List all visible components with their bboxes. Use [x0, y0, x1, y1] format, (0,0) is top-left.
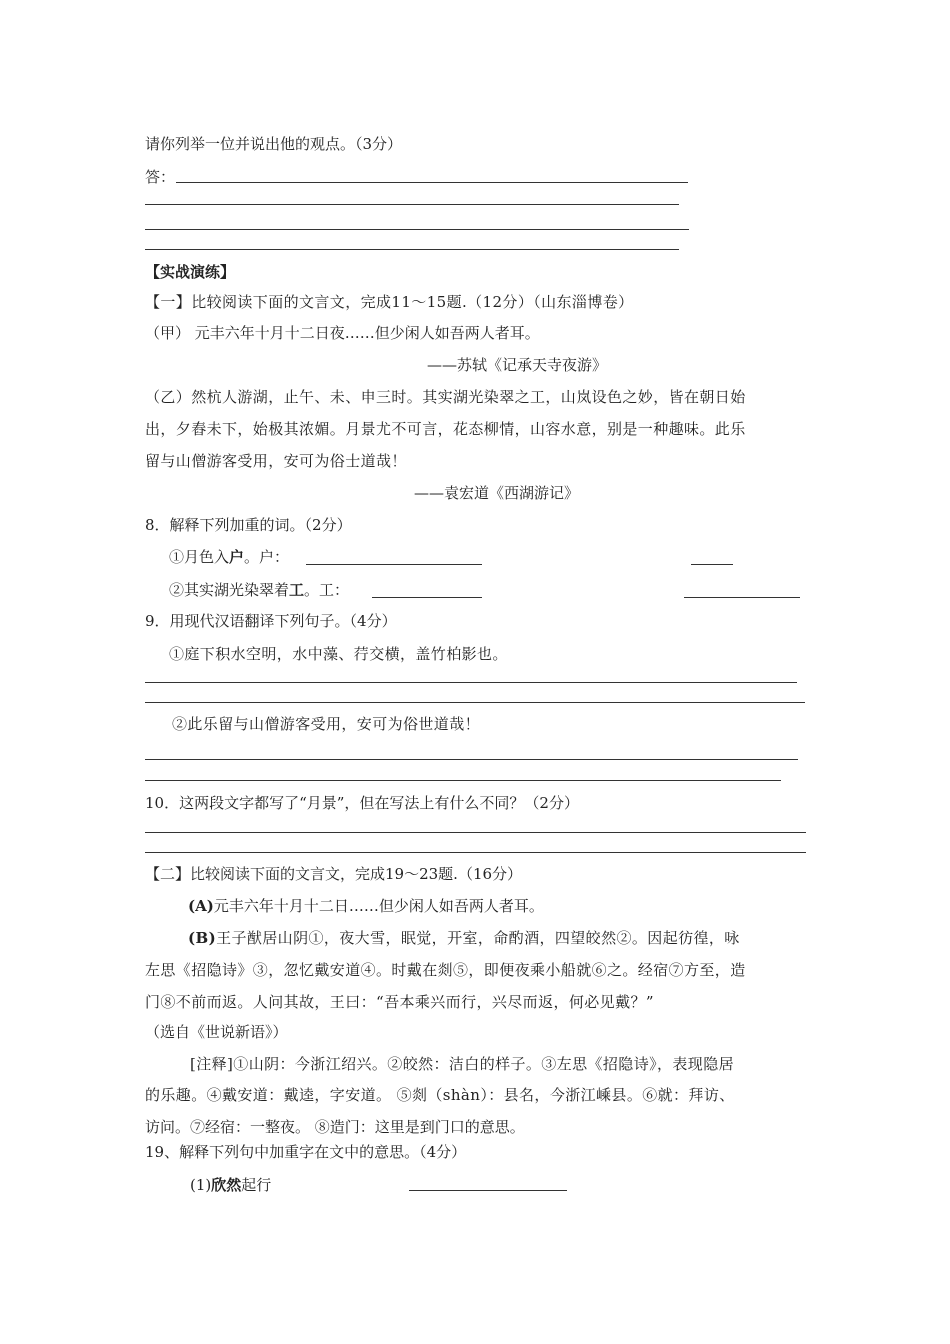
- passage-b-label: (B): [188, 929, 217, 947]
- passage-a-label: (A): [188, 897, 214, 915]
- question-8: 8．解释下列加重的词。（2分）: [145, 516, 352, 534]
- q8-1-emphasis: 户: [229, 548, 245, 566]
- passage-a-text: 元丰六年十月十二日……但少闲人如吾两人者耳。: [213, 897, 544, 915]
- q8-2-prefix: ②其实湖光染翠着: [169, 581, 290, 599]
- q8-1-prefix: ①月色入: [169, 548, 230, 566]
- q19-1-emphasis: 欣然: [211, 1176, 242, 1194]
- q9-2-answer-line-1[interactable]: [145, 759, 798, 760]
- intro-prompt: 请你列举一位并说出他的观点。（3分）: [145, 135, 403, 153]
- question-8-item-1: [169, 547, 289, 567]
- question-9: 9．用现代汉语翻译下列句子。（4分）: [145, 612, 397, 630]
- q8-1-answer-line-extra[interactable]: [691, 564, 733, 565]
- question-10: 10．这两段文字都写了“月景”，但在写法上有什么不同？（2分）: [145, 794, 579, 812]
- question-19-item-1: [190, 1175, 271, 1195]
- jia-source: ——苏轼《记承天寺夜游》: [427, 356, 608, 374]
- yi-line-1: （乙）然杭人游湖，止午、未、申三时。其实湖光染翠之工，山岚设色之妙，皆在朝日始: [145, 388, 746, 406]
- note-line-2: 的乐趣。④戴安道：戴逵，字安道。 ⑤剡（shàn）：县名，今浙江嵊县。⑥就：拜访、: [145, 1086, 735, 1104]
- answer-line-2[interactable]: [145, 204, 679, 205]
- passage-b-line-1: [188, 928, 740, 948]
- answer-line-3[interactable]: [145, 229, 689, 230]
- passage-a: [188, 896, 544, 916]
- q9-1-answer-line-1[interactable]: [145, 682, 797, 683]
- section-title: 【实战演练】: [145, 263, 236, 281]
- q8-1-suffix: 。户：: [244, 548, 290, 566]
- part2-header: 【二】比较阅读下面的文言文，完成19～23题.（16分）: [145, 865, 523, 883]
- answer-label: 答：: [145, 168, 176, 186]
- yi-source: ——袁宏道《西湖游记》: [414, 484, 580, 502]
- q8-2-suffix: 。工：: [304, 581, 350, 599]
- q9-2-answer-line-2[interactable]: [145, 780, 781, 781]
- jia-text: （甲） 元丰六年十月十二日夜……但少闲人如吾两人者耳。: [145, 324, 540, 342]
- q10-answer-line-2[interactable]: [145, 852, 806, 853]
- q19-1-answer-line[interactable]: [409, 1190, 567, 1191]
- answer-line-4[interactable]: [145, 249, 679, 250]
- q9-1-answer-line-2[interactable]: [145, 702, 805, 703]
- passage-b-source: （选自《世说新语》）: [145, 1023, 288, 1041]
- answer-line-1[interactable]: [176, 182, 688, 183]
- q8-2-answer-line-extra[interactable]: [684, 597, 800, 598]
- q19-1-number: (1): [190, 1176, 212, 1194]
- q8-1-answer-line[interactable]: [306, 564, 482, 565]
- q19-1-suffix: 起行: [241, 1176, 272, 1194]
- part1-header: 【一】比较阅读下面的文言文，完成11～15题.（12分）（山东淄博卷）: [145, 293, 634, 311]
- passage-b-text-1: 王子猷居山阴①，夜大雪，眠觉，开室，命酌酒，四望皎然②。因起彷徨，咏: [216, 929, 740, 947]
- yi-line-2: 出，夕舂未下，始极其浓媚。月景尤不可言，花态柳情，山容水意，别是一种趣味。此乐: [145, 420, 746, 438]
- passage-b-line-2: 左思《招隐诗》③，忽忆戴安道④。时戴在剡⑤，即便夜乘小船就⑥之。经宿⑦方至，造: [145, 961, 746, 979]
- note-line-3: 访问。⑦经宿：一整夜。 ⑧造门：这里是到门口的意思。: [145, 1118, 525, 1136]
- yi-line-3: 留与山僧游客受用，安可为俗士道哉！: [145, 452, 407, 470]
- question-9-item-1: ①庭下积水空明，水中藻、荇交横，盖竹柏影也。: [169, 645, 508, 663]
- note-line-1: [注释]①山阴：今浙江绍兴。②皎然：洁白的样子。③左思《招隐诗》，表现隐居: [190, 1055, 735, 1073]
- passage-b-line-3: 门⑧不前而返。人问其故，王曰：“吾本乘兴而行，兴尽而返，何必见戴？”: [145, 993, 654, 1011]
- question-9-item-2: ②此乐留与山僧游客受用，安可为俗世道哉！: [172, 715, 481, 733]
- question-19: 19、解释下列句中加重字在文中的意思。（4分）: [145, 1143, 467, 1161]
- q8-2-answer-line[interactable]: [372, 597, 482, 598]
- q10-answer-line-1[interactable]: [145, 832, 806, 833]
- question-8-item-2: [169, 580, 349, 600]
- q8-2-emphasis: 工: [289, 581, 305, 599]
